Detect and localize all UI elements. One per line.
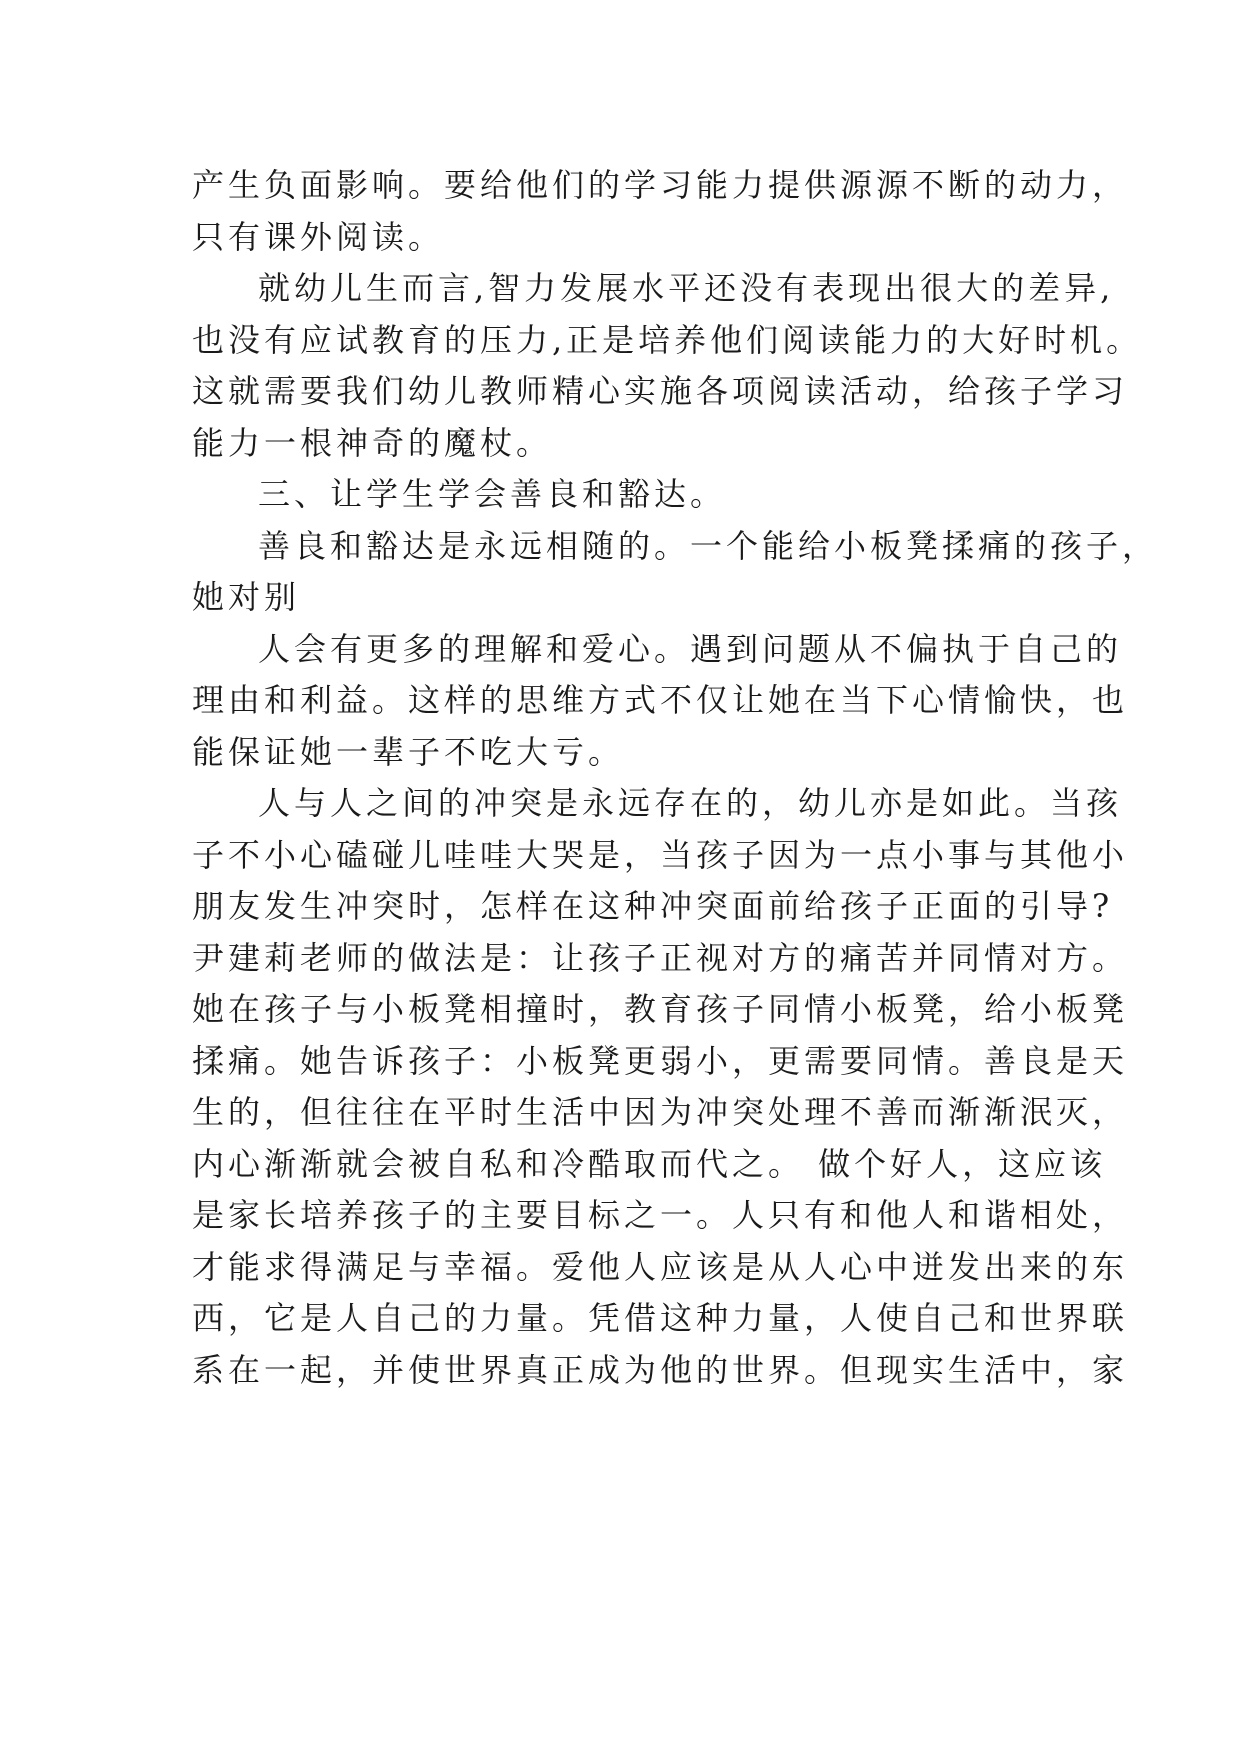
text-line: 揉痛。她告诉孩子：小板凳更弱小，更需要同情。善良是天 <box>192 1041 1129 1080</box>
text-line: 尹建莉老师的做法是：让孩子正视对方的痛苦并同情对方。 <box>192 938 1129 977</box>
text-line: 产生负面影响。要给他们的学习能力提供源源不断的动力， <box>192 166 1129 204</box>
text-line: 人会有更多的理解和爱心。遇到问题从不偏执于自己的 <box>258 629 1123 668</box>
text-line: 能力一根神奇的魔杖。 <box>192 423 553 462</box>
text-line: 善良和豁达是永远相随的。一个能给小板凳揉痛的孩子， <box>258 526 1159 565</box>
text-line: 就幼儿生而言,智力发展水平还没有表现出很大的差异, <box>258 269 1115 307</box>
text-line: 只有课外阅读。 <box>192 217 445 256</box>
text-line: 内心渐渐就会被自私和冷酷取而代之。 做个好人，这应该 <box>192 1144 1107 1183</box>
body-text <box>192 160 1159 1396</box>
text-line: 才能求得满足与幸福。爱他人应该是从人心中迸发出来的东 <box>192 1247 1129 1286</box>
text-line: 能保证她一辈子不吃大亏。 <box>192 732 625 771</box>
text-line: 理由和利益。这样的思维方式不仅让她在当下心情愉快，也 <box>192 681 1129 719</box>
text-line: 系在一起，并使世界真正成为他的世界。但现实生活中，家 <box>192 1350 1129 1389</box>
text-line: 三、让学生学会善良和豁达。 <box>258 475 727 513</box>
text-line: 她对别 <box>192 578 301 616</box>
text-line: 生的，但往往在平时生活中因为冲突处理不善而渐渐泯灭， <box>192 1093 1129 1131</box>
text-line: 子不小心磕碰儿哇哇大哭是，当孩子因为一点小事与其他小 <box>192 835 1129 874</box>
text-line: 是家长培养孩子的主要目标之一。人只有和他人和谐相处， <box>192 1196 1129 1234</box>
text-line: 人与人之间的冲突是永远存在的，幼儿亦是如此。当孩 <box>258 784 1123 822</box>
text-line: 也没有应试教育的压力,正是培养他们阅读能力的大好时机。 <box>192 320 1143 359</box>
text-line: 西，它是人自己的力量。凭借这种力量，人使自己和世界联 <box>192 1299 1129 1337</box>
text-line: 这就需要我们幼儿教师精心实施各项阅读活动，给孩子学习 <box>192 372 1129 410</box>
text-line: 她在孩子与小板凳相撞时，教育孩子同情小板凳，给小板凳 <box>192 990 1129 1028</box>
text-line: 朋友发生冲突时，怎样在这种冲突面前给孩子正面的引导? <box>192 887 1114 925</box>
